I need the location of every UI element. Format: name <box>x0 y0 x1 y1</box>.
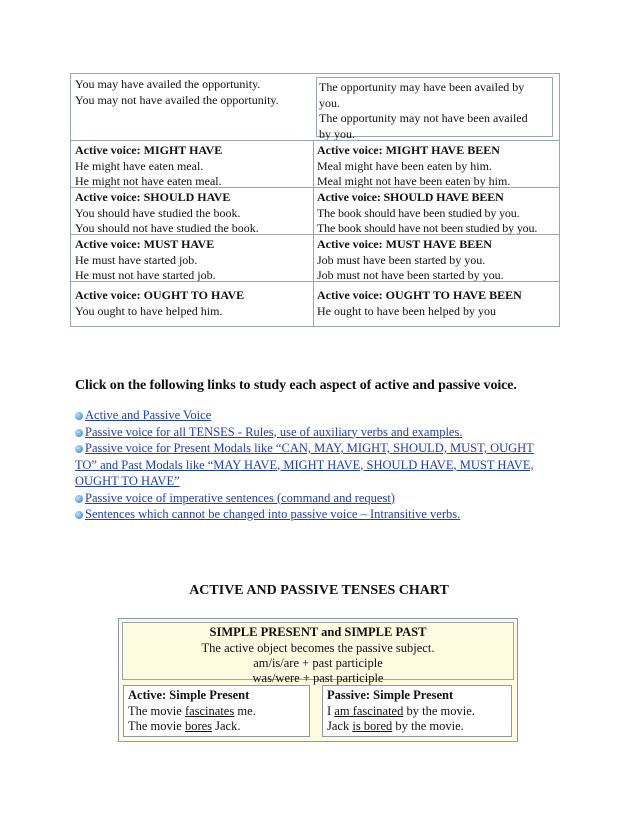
list-item <box>75 440 553 490</box>
bullet-icon <box>75 495 83 503</box>
table-cell-text: He must have started job. <box>75 252 198 267</box>
bullet-icon <box>75 511 83 519</box>
passive-header: Passive: Simple Present <box>327 688 454 702</box>
row-header: Active voice: SHOULD HAVE BEEN <box>317 190 504 204</box>
row-header: Active voice: SHOULD HAVE <box>75 190 231 204</box>
link-intransitive-verbs[interactable]: Sentences which cannot be changed into passive voice – Intransitive verbs. <box>85 507 461 521</box>
table-cell-text: Job must not have been started by you. <box>317 268 504 282</box>
table-cell-text: He might have eaten meal. <box>75 158 204 173</box>
link-passive-all-tenses[interactable]: Passive voice for all TENSES - Rules, use of auxiliary verbs and examples. <box>85 424 463 439</box>
column-divider <box>313 235 314 281</box>
table-cell-text: You should not have studied the book. <box>75 221 259 235</box>
row-header: Active voice: MIGHT HAVE <box>75 143 223 157</box>
links-heading: Click on the following links to study each aspect of active and passive voice. <box>75 378 517 393</box>
tense-rule: was/were + past participle <box>252 671 384 685</box>
table-cell-text: You may not have availed the opportunity. <box>75 92 279 107</box>
row-header: Active voice: MIGHT HAVE BEEN <box>317 143 500 157</box>
list-item <box>75 506 555 523</box>
bullet-icon <box>75 445 83 453</box>
table-row <box>71 187 559 234</box>
list-item <box>75 490 555 507</box>
table-row <box>71 281 559 326</box>
link-active-passive-voice[interactable]: Active and Passive Voice <box>85 408 212 422</box>
column-divider <box>313 188 314 234</box>
column-divider <box>313 141 314 187</box>
links-list <box>75 407 555 523</box>
table-cell-text: Meal might have been eaten by him. <box>317 158 492 173</box>
bullet-icon <box>75 412 83 420</box>
tense-rule: The active object becomes the passive subject. <box>201 641 435 655</box>
table-cell-text: The opportunity may not have been availed <box>319 111 528 125</box>
row-header: Active voice: MUST HAVE <box>75 237 215 251</box>
table-row <box>71 140 559 187</box>
tense-rule: am/is/are + past participle <box>253 656 383 670</box>
tense-box-title: SIMPLE PRESENT and SIMPLE PAST <box>209 625 427 639</box>
tense-box <box>118 618 518 742</box>
table-cell-text: Job must have been started by you. <box>317 252 486 267</box>
table-cell-text: The book should have not been studied by you. <box>317 221 538 235</box>
table-cell-text: You may have availed the opportunity. <box>75 77 261 91</box>
bullet-icon <box>75 429 83 437</box>
table-row <box>71 74 559 140</box>
example-line: Jack is bored by the movie. <box>327 719 464 733</box>
table-cell-text: The opportunity may have been availed by <box>319 80 525 94</box>
table-cell-text: You should have studied the book. <box>75 205 241 220</box>
list-item <box>75 424 555 441</box>
example-line: I am fascinated by the movie. <box>327 703 475 718</box>
table-cell-text: You ought to have helped him. <box>75 303 223 318</box>
table-cell-text: He might not have eaten meal. <box>75 174 222 188</box>
list-item <box>75 407 555 424</box>
passive-example-box <box>322 685 512 737</box>
column-divider <box>313 282 314 326</box>
chart-title: ACTIVE AND PASSIVE TENSES CHART <box>189 583 449 598</box>
active-header: Active: Simple Present <box>128 688 250 702</box>
row-header: Active voice: OUGHT TO HAVE <box>75 288 245 302</box>
modals-table <box>70 73 560 327</box>
example-line: The movie fascinates me. <box>128 703 256 718</box>
active-example-box <box>123 685 310 737</box>
table-cell-text: you. <box>319 95 340 110</box>
table-cell-text: He ought to have been helped by you <box>317 303 496 318</box>
link-passive-modals[interactable]: Passive voice for Present Modals like “CAN, MAY, MIGHT, SHOULD, MUST, OUGHT TO” and Past Modals like “MAY HAVE, MIGHT HAVE, SHOULD HAVE, MUST HAVE, OUGHT TO HAVE” <box>75 441 534 488</box>
tense-rules-box <box>122 622 514 685</box>
table-cell-text: He must not have started job. <box>75 268 216 282</box>
row-header: Active voice: OUGHT TO HAVE BEEN <box>317 288 522 302</box>
link-passive-imperative[interactable]: Passive voice of imperative sentences (command and request) <box>85 490 395 505</box>
table-cell-text: The book should have been studied by you. <box>317 205 520 220</box>
row-header: Active voice: MUST HAVE BEEN <box>317 237 492 251</box>
example-line: The movie bores Jack. <box>128 719 241 733</box>
table-cell-text: Meal might not have been eaten by him. <box>317 174 511 188</box>
table-row <box>71 234 559 281</box>
table-cell-text: by you. <box>319 126 355 141</box>
